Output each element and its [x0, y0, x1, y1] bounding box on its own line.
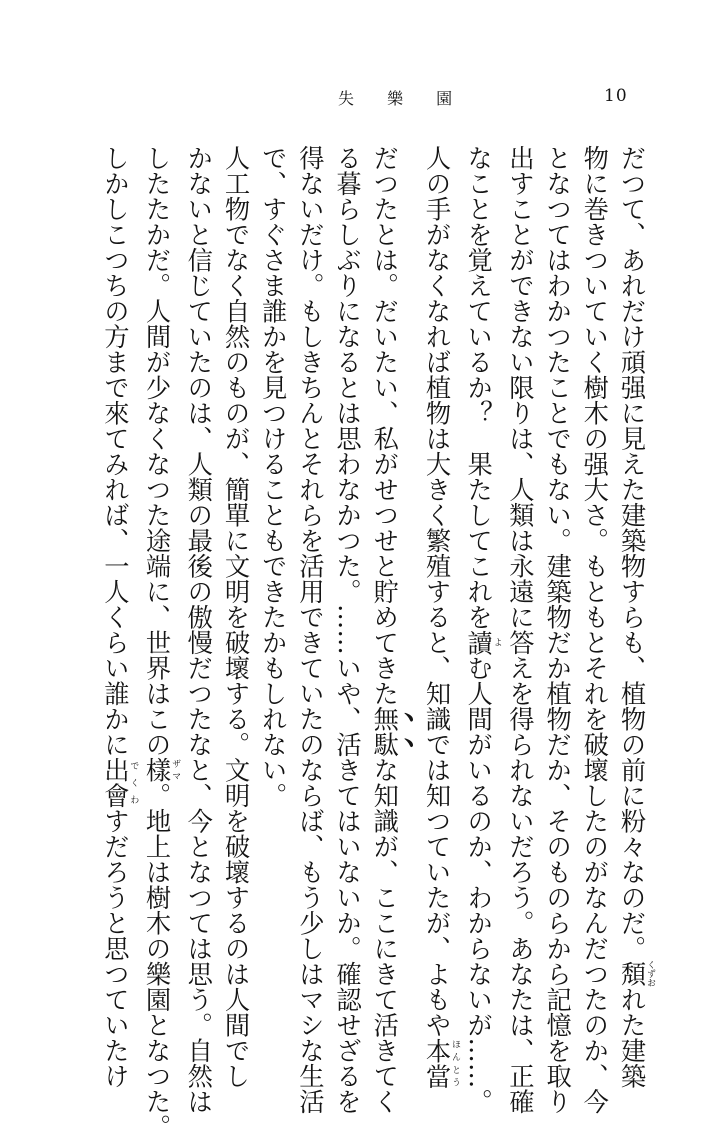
- text-line: となつてはわかつたことでもない。建築物だか植物だか、そのものらから記憶を取り: [543, 145, 573, 1114]
- text-line: 出すことができない限りは、人類は永遠に答えを得られないだろう。あなたは、正確: [505, 145, 535, 1114]
- text-line: 物に巻きついていく樹木の强大さ。もともとそれを破壞したのがなんだつたのか、今: [580, 145, 610, 1114]
- ruby-annotation: 讀よ: [464, 629, 502, 655]
- ruby-annotation: 樣ザマ: [142, 757, 181, 783]
- text-line: 得ないだけ。もしきちんとそれらを活用できていたのならば、もう少しはマシな生活: [295, 145, 325, 1114]
- text-line: かないと信じていたのは、人類の最後の傲慢だつたなと、今となつては思う。自然は: [184, 145, 214, 1114]
- text-line: なことを覚えているか？ 果たしてこれを讀よむ人間がいるのか、わからないが……。: [464, 145, 502, 1114]
- text-line: 人工物でなく自然のものが、簡單に文明を破壞する。文明を破壞するのは人間でし: [221, 145, 251, 1089]
- emphasis-text: 無駄: [370, 706, 400, 757]
- text-line: る暮らしぶりになるとは思わなかつた。……いや、活きてはいないか。確認せざるを: [333, 145, 363, 1114]
- text-line: だつて、あれだけ頑强に見えた建築物すらも、植物の前に粉々なのだ。頽くずおれた建築: [617, 145, 655, 1089]
- ruby-annotation: 出會でくわ: [100, 757, 139, 808]
- text-line: 人の手がなくなれば植物は大きく繁殖すると、知識では知つていたが、よもや本當ほんとう: [422, 145, 460, 1089]
- ruby-annotation: 頽くずお: [617, 960, 655, 988]
- text-line: しかしこつちの方まで來てみれば、一人くらい誰かに出會でくわすだろうと思つていたけ: [100, 145, 139, 1089]
- page-number: 10: [604, 86, 628, 106]
- text-line: だつたとは。だいたい、私がせつせと貯めてきた無駄な知識が、ここにきて活きてく: [370, 145, 400, 1114]
- text-line: で、すぐさま誰かを見つけることもできたかもしれない。: [258, 145, 288, 808]
- body-text: [100, 145, 655, 1140]
- text-line: したたかだ。人間が少なくなつた途端に、世界はこの樣ザマ。地上は樹木の樂園となつた。: [142, 145, 181, 1140]
- ruby-annotation: 本當ほんとう: [422, 1037, 460, 1089]
- running-header-title: 失 樂 園: [338, 89, 467, 108]
